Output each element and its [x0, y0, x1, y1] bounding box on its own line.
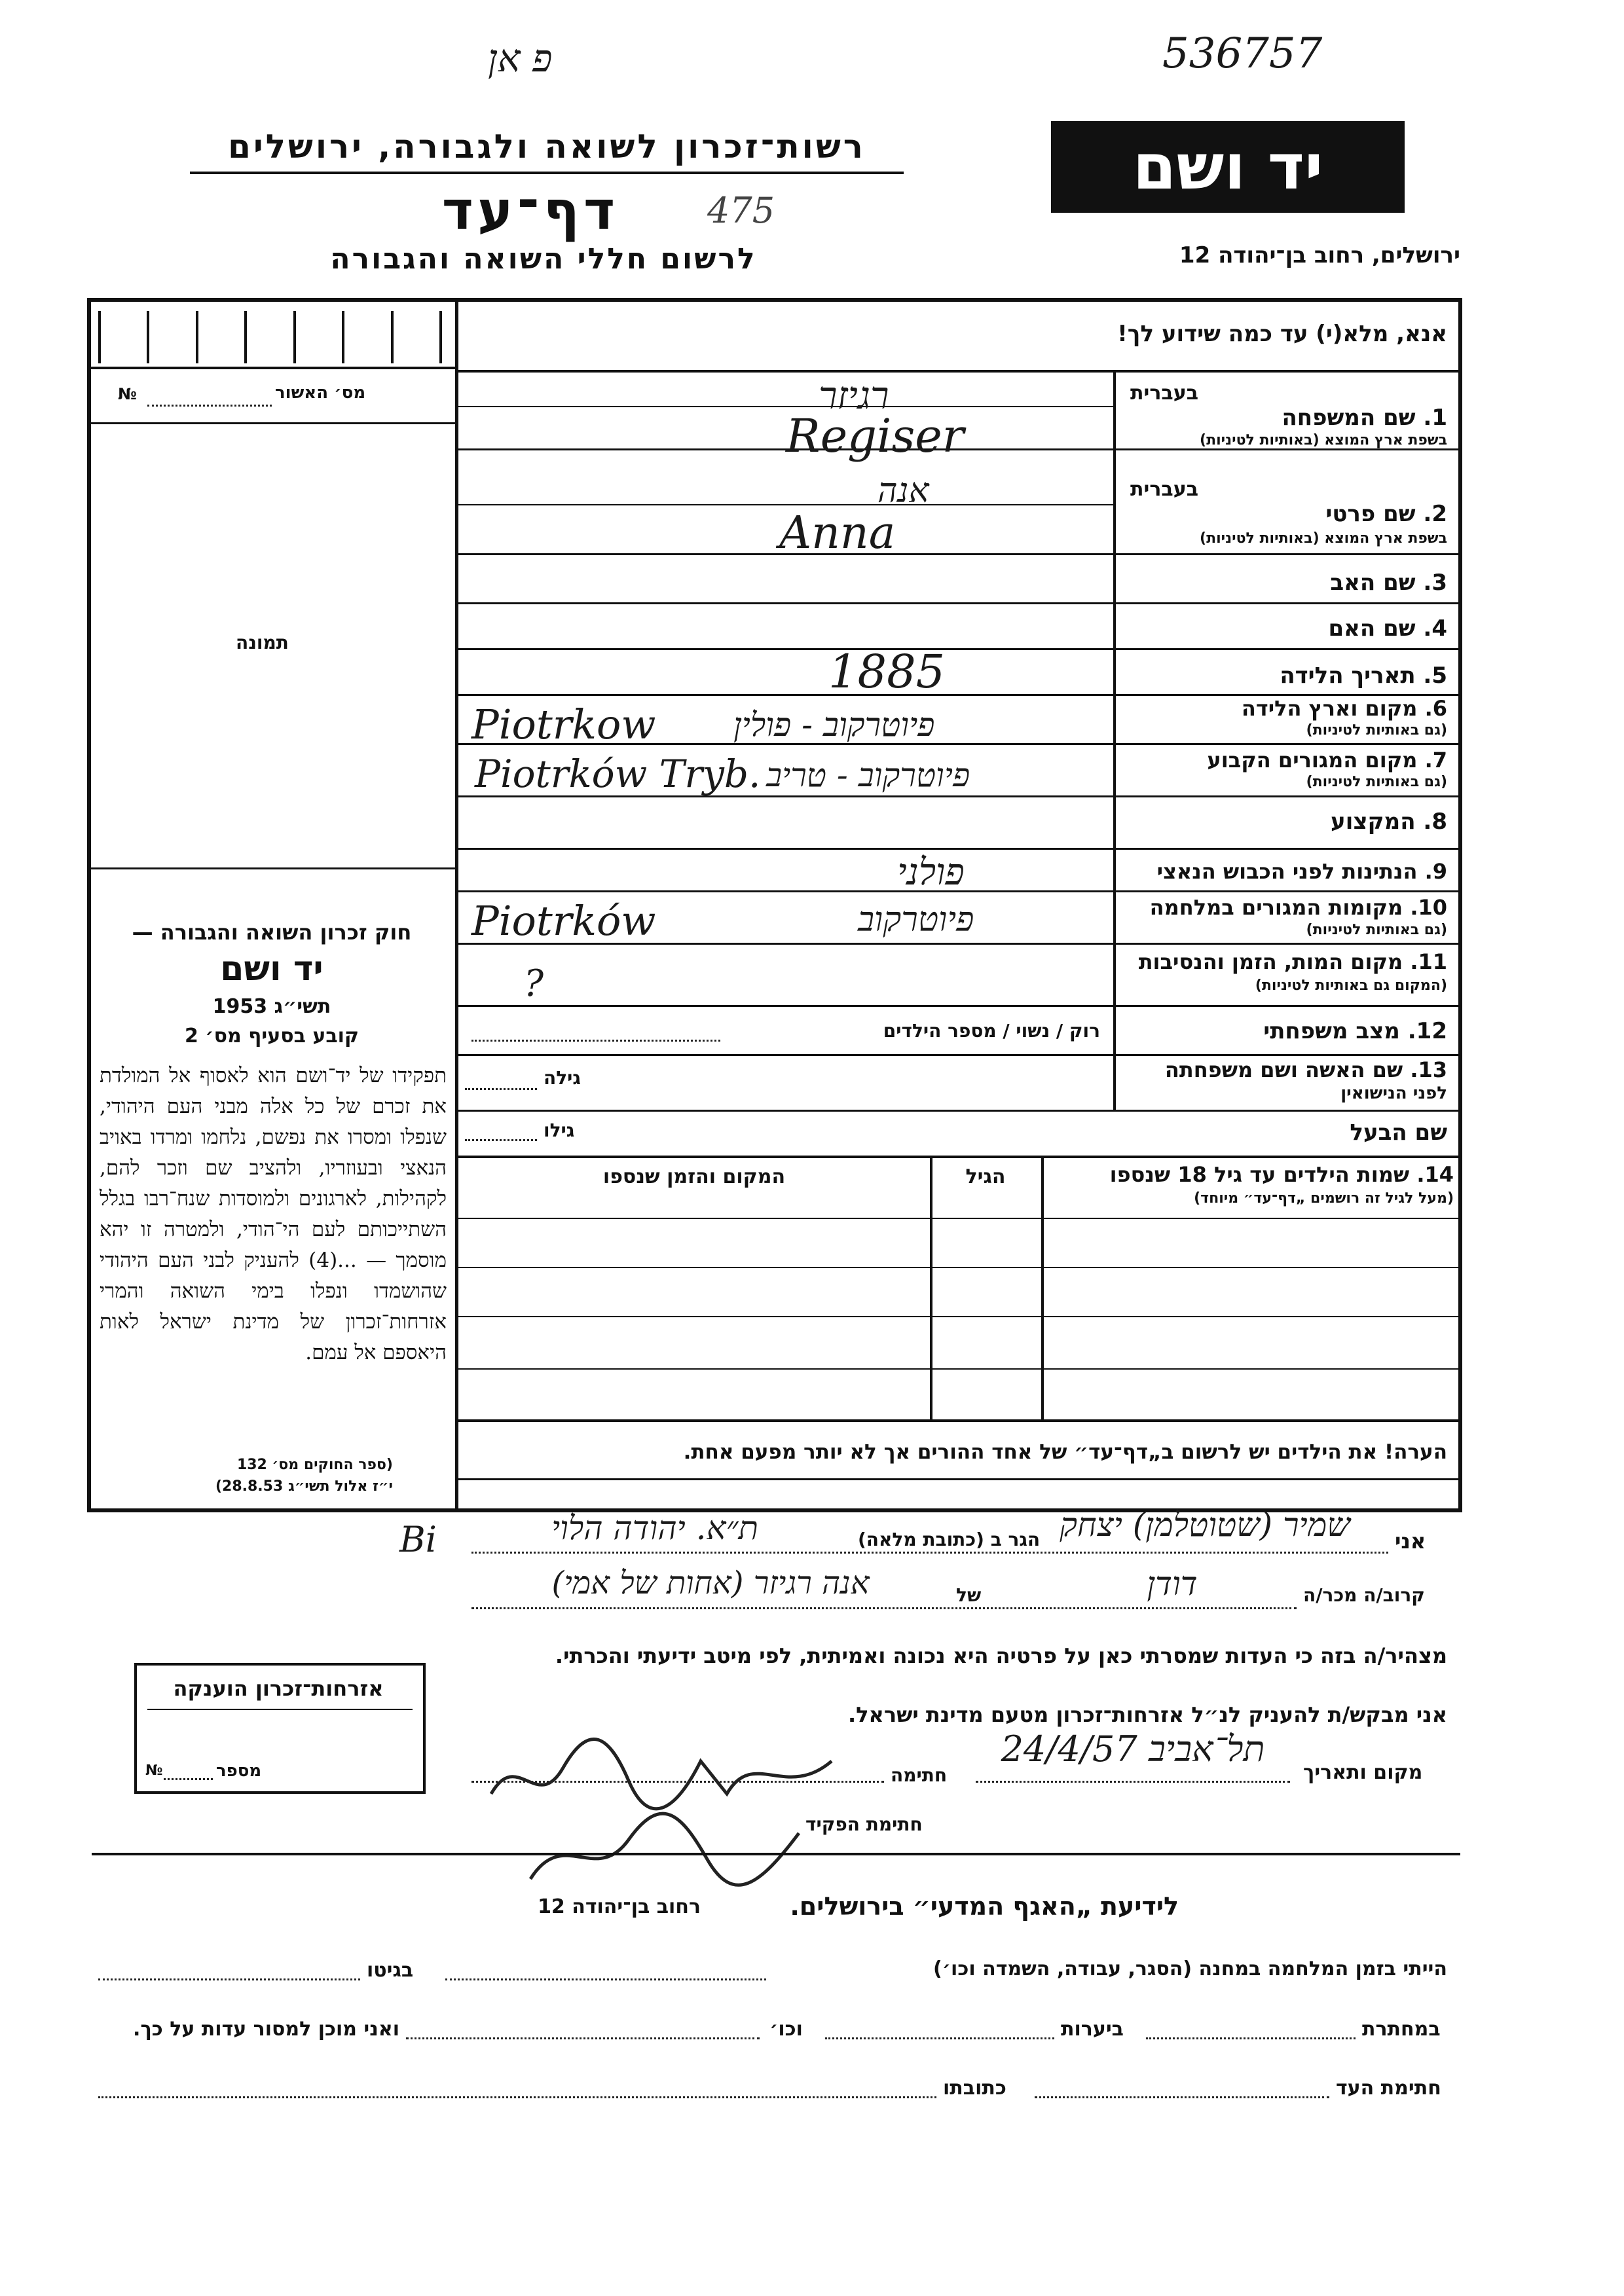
f6-sub: (גם באותיות לטיניות) [1306, 722, 1447, 738]
bottom-willing: ואני מוכן למסור עדות על כך. [133, 2018, 399, 2041]
header-address: ירושלים, רחוב בן־יהודה 12 [1179, 242, 1460, 268]
place-date-label: מקום ותאריך [1303, 1761, 1423, 1784]
bottom-etc: וכו׳ [769, 2018, 803, 2041]
bottom-forests: ביערות [1061, 2018, 1124, 2041]
f2-label-text: שם פרטי [1325, 501, 1416, 527]
f5-value: 1885 [828, 645, 946, 699]
citizenship-box-no-sign: № [145, 1762, 163, 1779]
f7-hebrew-value: פיוטרקוב - טריב [766, 756, 970, 794]
f8-num: 8. [1423, 809, 1447, 835]
note-text: הערה! את הילדים יש לרשום ב„דף־עד״ של אחד ההורים אך לא יותר מפעם אחת. [683, 1440, 1447, 1464]
f13-label [1120, 1057, 1447, 1082]
bottom-title: לידיעת „האגף המדעי״ בירושלים. [790, 1892, 1179, 1921]
law-clause: קובע בסעיף מס׳ 2 [184, 1025, 360, 1048]
col-place-header: המקום והזמן שנספו [602, 1165, 786, 1188]
law-body: תפקידו של יד־ושם הוא לאסוף אל המולדת את זכרם של כל אלה מבני העם היהודי, שנפלו ומסרו את נפשם, נלחמו ומרדו באויב הנאצי ובעוזריו, ולהציב שם וזכר להם, לקהילות, לארגונים ולמוסדות שנח־רבו בגלל השתייכותם לעם הי־הודי, ולמטרה זו יהא מוסמך — ...(4) להעניק לבני העם היהודי שהושמדו ונפלו בימי השואה והמרי אזרחות־זכרון של מדינת ישראל לאות היאספם אל עמם. [100, 1064, 447, 1364]
f12-text: מצב משפחתי [1263, 1018, 1400, 1044]
decl-ani: אני [1395, 1529, 1426, 1554]
f14-sub: (מעל לגיל זה רושמים „דף־עד״ מיוחד) [1194, 1190, 1454, 1207]
law-year: תשי״ג 1953 [212, 995, 331, 1018]
f6-text: מקום וארץ הלידה [1241, 696, 1418, 721]
f9-value: פולני [897, 851, 965, 894]
f2-latin-value: Anna [779, 507, 896, 559]
f13-sub: לפני הנישואין [1340, 1084, 1447, 1103]
decl-full-address-label: (כתובת מלאה) [858, 1529, 984, 1550]
f1-hebrew-value: רגיזר [819, 373, 889, 418]
archive-number: 536757 [1162, 29, 1323, 78]
bottom-witness-sign: חתימת העד [1336, 2077, 1441, 2100]
document-subtitle: לרשום חללי השואה והגבורה [330, 242, 757, 276]
document-title: דף־עד [441, 180, 619, 242]
law-ref-2: י״ז אלול תשי״ג 28.8.53) [215, 1478, 393, 1495]
f7-sub: (גם באותיות לטיניות) [1306, 774, 1447, 790]
intro-text: אנא, מלא(י) עד כמה שידוע לך! [1117, 321, 1447, 347]
f2-hebrew-tag: בעברית [1130, 478, 1198, 501]
f11-text: מקום המות, הזמן והנסיבות [1138, 949, 1403, 974]
bottom-line-1: הייתי בזמן המלחמה במחנה (הסגר, עבודה, השמדה וכו׳) [933, 1958, 1447, 1980]
f12-label [1120, 1018, 1447, 1044]
f6-num: 6. [1424, 696, 1447, 721]
f1-sub: בשפת ארץ המוצא (באותיות לטיניות) [1200, 432, 1447, 448]
stamp-number: 475 [707, 190, 775, 231]
f4-num: 4. [1423, 615, 1447, 642]
f5-text: תאריך הלידה [1280, 663, 1416, 689]
f12-options: רוק / נשוי / מספר הילדים [883, 1020, 1100, 1042]
f1-label [1120, 405, 1447, 431]
f10-num: 10. [1410, 895, 1447, 920]
f2-num: 2. [1423, 501, 1447, 527]
f6-latin-value: Piotrkow [471, 701, 656, 748]
law-name: יד ושם [220, 949, 323, 989]
f7-num: 7. [1424, 748, 1447, 773]
approval-number-label: מס׳ האשור [275, 383, 366, 403]
f1-num: 1. [1423, 405, 1447, 431]
f1-latin-value: Regiser [786, 409, 965, 463]
f9-text: הנתינות לפני הכבוש הנאצי [1156, 859, 1418, 884]
f2-sub: בשפת ארץ המוצא (באותיות לטיניות) [1200, 530, 1447, 547]
official-sign-label: חתימת הפקיד [805, 1813, 923, 1835]
f13-num: 13. [1410, 1057, 1447, 1082]
f11-value: ? [524, 962, 544, 1005]
relation-value: דודן [1147, 1565, 1198, 1603]
sign-label: חתימה [891, 1764, 948, 1786]
husband-age-label: גילו [544, 1120, 575, 1141]
f8-text: המקצוע [1331, 809, 1416, 835]
f10-text: מקומות המגורים במלחמה [1149, 895, 1403, 920]
f10-hebrew-value: פיוטרקוב [858, 900, 974, 939]
decl-address-value: ת״א. יהודה הלוי [551, 1509, 759, 1547]
f12-num: 12. [1407, 1018, 1447, 1044]
of-value: אנה רגיזר (אחות של אמי) [551, 1565, 870, 1601]
f7-label [1120, 748, 1447, 773]
husband-label: שם הבעל [1350, 1120, 1447, 1146]
f2-hebrew-value: אנה [877, 471, 929, 511]
f3-label [1120, 570, 1447, 596]
f10-sub: (גם באותיות לטיניות) [1306, 922, 1447, 938]
wife-age-label: גילה [544, 1067, 581, 1089]
law-title: חוק זכרון השואה והגבורה — [132, 920, 412, 945]
citizenship-box-number-label: מספר [216, 1761, 262, 1781]
org-name: רשות־זכרון לשואה ולגבורה, ירושלים [228, 128, 866, 166]
decl-gar: הגר ב [990, 1529, 1041, 1550]
f4-text: שם האם [1328, 615, 1416, 642]
f14-label [1048, 1162, 1454, 1187]
f9-label [1120, 859, 1447, 884]
f10-latin-value: Piotrków [471, 897, 656, 945]
f1-label-text: שם המשפחה [1282, 405, 1416, 431]
decl-name-value: שמיר (שטוטלמן) יצחק [1060, 1506, 1350, 1544]
f11-num: 11. [1410, 949, 1447, 974]
citizenship-box-title: אזרחות־זכרון הוענקה [173, 1676, 384, 1701]
yad-vashem-logo: יד ושם [1051, 121, 1405, 213]
f3-num: 3. [1423, 570, 1447, 596]
photo-area-ticks [98, 311, 442, 363]
bottom-underground: במחתרת [1362, 2018, 1441, 2041]
f11-sub: (המקום גם באותיות לטיניות) [1255, 977, 1447, 994]
f1-hebrew-tag: בעברית [1130, 382, 1198, 405]
f4-label [1120, 615, 1447, 642]
decl-lives-at [858, 1529, 1040, 1550]
relation-label: קרוב/ה מכר/ה [1303, 1584, 1425, 1606]
f14-num: 14. [1416, 1162, 1454, 1187]
approval-number-sign: № [118, 385, 137, 403]
bi-mark: Bi [399, 1519, 437, 1560]
f3-text: שם האב [1330, 570, 1416, 596]
f2-label [1120, 501, 1447, 527]
f7-text: מקום המגורים הקבוע [1207, 748, 1418, 773]
f10-label [1120, 895, 1447, 920]
law-ref-1: (ספר החוקים מס׳ 132 [236, 1457, 393, 1473]
request-text: אני מבקש/ת להעניק לנ״ל אזרחות־זכרון מטעם מדינת ישראל. [848, 1702, 1447, 1727]
bottom-address: רחוב בן־יהודה 12 [538, 1895, 701, 1918]
photo-label: תמונה [236, 632, 289, 653]
f8-label [1120, 809, 1447, 835]
f5-label [1120, 663, 1447, 689]
top-handwritten-note: פ אן [488, 36, 553, 81]
place-date-value: תל־אביב 24/4/57 [1001, 1728, 1265, 1770]
col-age-header: הגיל [965, 1165, 1006, 1188]
bottom-witness-address: כתובתו [943, 2077, 1006, 2100]
f6-label [1120, 696, 1447, 721]
of-label: של [956, 1584, 982, 1606]
f7-latin-value: Piotrków Tryb. [475, 752, 761, 796]
f14-text: שמות הילדים עד גיל 18 שנספו [1109, 1162, 1410, 1187]
f11-label [1120, 949, 1447, 974]
f13-text: שם האשה ושם משפחתה [1164, 1057, 1403, 1082]
f5-num: 5. [1423, 663, 1447, 689]
f6-hebrew-value: פיוטרקוב - פולין [733, 706, 935, 744]
declaration-text: מצהיר/ה בזה כי העדות שמסרתי כאן על פרטיה היא נכונה ואמיתית, לפי מיטב ידיעתי והכרתי. [555, 1643, 1447, 1668]
f9-num: 9. [1424, 859, 1447, 884]
bottom-ghetto: בגיטו [367, 1959, 414, 1982]
